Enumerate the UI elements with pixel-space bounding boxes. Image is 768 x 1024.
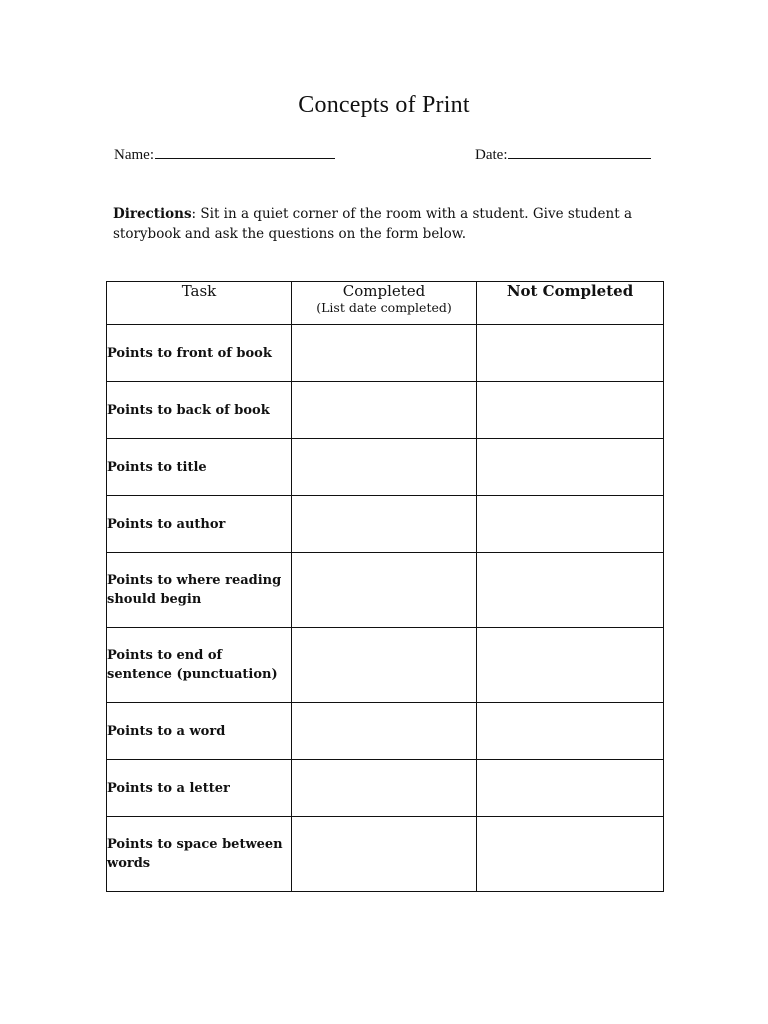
table-row [107, 760, 664, 817]
task-cell: Points to a letter [107, 760, 292, 817]
header-completed-sub: (List date completed) [316, 300, 452, 315]
completed-cell[interactable] [292, 553, 477, 628]
completed-cell[interactable] [292, 760, 477, 817]
table-row [107, 628, 664, 703]
completed-cell[interactable] [292, 382, 477, 439]
table-row [107, 553, 664, 628]
task-cell: Points to a word [107, 703, 292, 760]
name-field [114, 145, 335, 164]
date-label: Date: [475, 147, 508, 163]
not-completed-cell[interactable] [477, 325, 664, 382]
completed-cell[interactable] [292, 703, 477, 760]
table-row [107, 325, 664, 382]
task-cell: Points to author [107, 496, 292, 553]
task-cell: Points to end of sentence (punctuation) [107, 628, 292, 703]
task-cell: Points to front of book [107, 325, 292, 382]
task-cell: Points to title [107, 439, 292, 496]
task-cell: Points to back of book [107, 382, 292, 439]
directions-text: : Sit in a quiet corner of the room with a student. Give student a storybook and ask the questions on the form below. [113, 206, 633, 242]
not-completed-cell[interactable] [477, 439, 664, 496]
table-row [107, 496, 664, 553]
not-completed-cell[interactable] [477, 628, 664, 703]
header-completed: Completed (List date completed) [292, 282, 477, 325]
directions-paragraph [113, 204, 673, 244]
table-header-row [107, 282, 664, 325]
not-completed-cell[interactable] [477, 760, 664, 817]
name-blank-line[interactable] [155, 145, 335, 159]
not-completed-cell[interactable] [477, 382, 664, 439]
completed-cell[interactable] [292, 439, 477, 496]
table-row [107, 439, 664, 496]
not-completed-cell[interactable] [477, 553, 664, 628]
date-blank-line[interactable] [508, 145, 651, 159]
header-not-completed: Not Completed [477, 282, 664, 325]
completed-cell[interactable] [292, 628, 477, 703]
not-completed-cell[interactable] [477, 817, 664, 892]
table-row [107, 817, 664, 892]
task-table [106, 281, 664, 892]
task-cell: Points to space between words [107, 817, 292, 892]
page-title: Concepts of Print [298, 92, 470, 118]
not-completed-cell[interactable] [477, 703, 664, 760]
completed-cell[interactable] [292, 496, 477, 553]
name-label: Name: [114, 147, 154, 163]
directions-label: Directions [113, 206, 192, 222]
table-row [107, 703, 664, 760]
header-task: Task [107, 282, 292, 325]
table-row [107, 382, 664, 439]
task-cell: Points to where reading should begin [107, 553, 292, 628]
completed-cell[interactable] [292, 817, 477, 892]
date-field [475, 145, 651, 164]
completed-cell[interactable] [292, 325, 477, 382]
not-completed-cell[interactable] [477, 496, 664, 553]
